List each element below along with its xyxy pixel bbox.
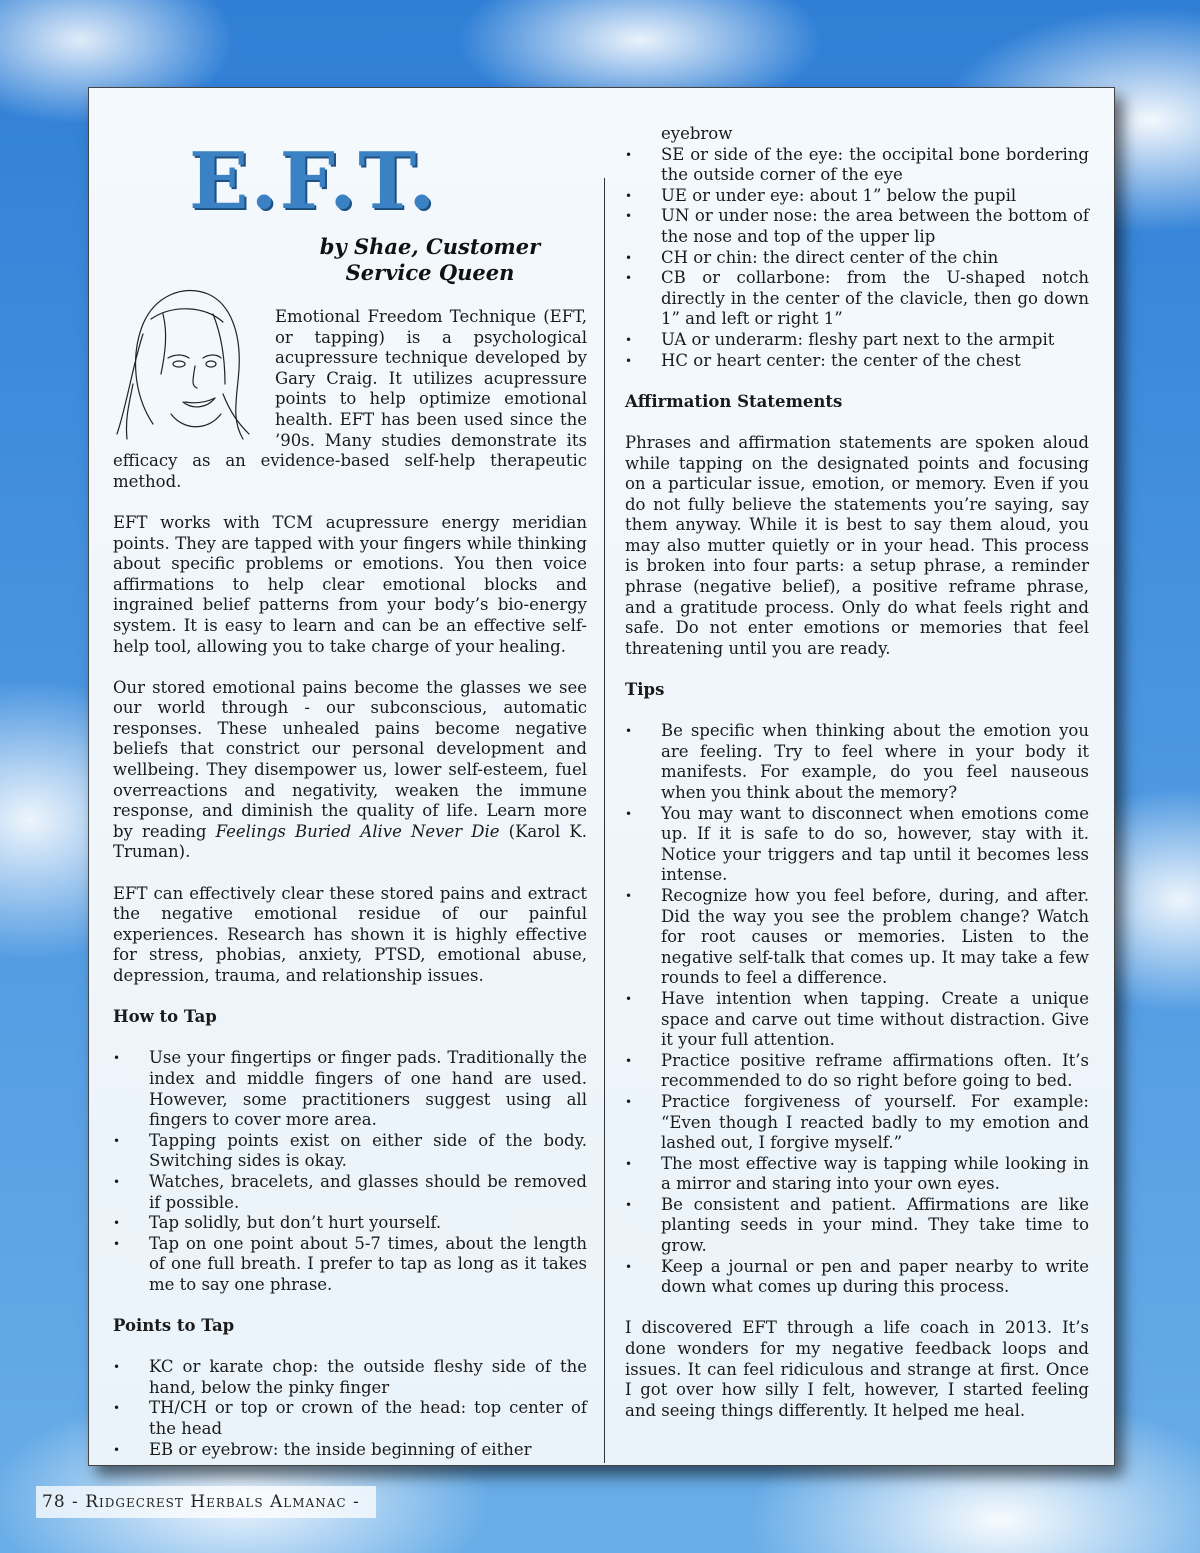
list-item: • Tap on one point about 5-7 times, about the length of one full breath. I prefer to tap as long as it takes me to say one phrase. (113, 1234, 587, 1296)
right-column (625, 124, 1089, 1442)
list-item: • Be specific when thinking about the emotion you are feeling. Try to feel where in your body it manifests. For example, do you feel nauseous when you think about the memory? (625, 721, 1089, 803)
how-to-tap-list (113, 1048, 587, 1295)
intro-paragraph: Emotional Freedom Technique (EFT, or tapping) is a psychological acupressure technique developed by Gary Craig. It utilizes acupressure points to help optimize emotional health. EFT has been used since the ’90s. Many studies demonstrate its efficacy as an evidence-based self-help therapeutic method. (113, 307, 587, 491)
list-item: • Keep a journal or pen and paper nearby to write down what comes up during this process. (625, 1257, 1089, 1298)
list-item: • HC or heart center: the center of the chest (625, 351, 1089, 372)
list-item: • CB or collarbone: from the U-shaped notch directly in the center of the clavicle, then go down 1” and left or right 1” (625, 268, 1089, 330)
paragraph-stored-pains: Our stored emotional pains become the glasses we see our world through - our subconscious, automatic responses. These unhealed pains become negative beliefs that constrict our personal development and wellbeing. They disempower us, lower self-esteem, fuel overreactions and negativity, weaken the immune response, and diminish the quality of life. Learn more by reading Feelings Buried Alive Never Die (Karol K. Truman). (113, 677, 587, 862)
tips-heading: Tips (625, 680, 665, 700)
book-title: Feelings Buried Alive Never Die (215, 821, 500, 841)
list-item: • Have intention when tapping. Create a unique space and carve out time without distraction. Give it your full attention. (625, 989, 1089, 1051)
tips-list (625, 721, 1089, 1298)
list-item: • Tap solidly, but don’t hurt yourself. (113, 1213, 587, 1234)
list-item: • SE or side of the eye: the occipital bone bordering the outside corner of the eye (625, 145, 1089, 186)
points-to-tap-list-continued (625, 145, 1089, 372)
list-item: • Practice forgiveness of yourself. For example: “Even though I reacted badly to my emotion and lashed out, I forgive myself.” (625, 1092, 1089, 1154)
points-to-tap-heading: Points to Tap (113, 1316, 235, 1336)
list-item: • Watches, bracelets, and glasses should be removed if possible. (113, 1172, 587, 1213)
page-footer (36, 1486, 376, 1518)
list-item-continuation: eyebrow (661, 124, 733, 143)
list-item: • Practice positive reframe affirmations often. It’s recommended to do so right before going to bed. (625, 1051, 1089, 1092)
list-item: • CH or chin: the direct center of the chin (625, 248, 1089, 269)
list-item: • UN or under nose: the area between the bottom of the nose and top of the upper lip (625, 206, 1089, 247)
list-item: • TH/CH or top or crown of the head: top center of the head (113, 1398, 587, 1439)
article-title: E.F.T. (189, 136, 438, 227)
list-item: • KC or karate chop: the outside fleshy side of the hand, below the pinky finger (113, 1357, 587, 1398)
points-to-tap-list (113, 1357, 587, 1460)
affirmation-paragraph: Phrases and affirmation statements are spoken aloud while tapping on the designated points and focusing on a particular issue, emotion, or memory. Even if you do not fully believe the statements you’re saying, say them anyway. While it is best to say them aloud, you may also mutter quietly or in your head. This process is broken into four parts: a setup phrase, a reminder phrase (negative belief), a positive reframe phrase, and a gratitude process. Only do what feels right and safe. Do not enter emotions or memories that feel threatening until you are ready. (625, 432, 1089, 658)
list-item: • UA or underarm: fleshy part next to the armpit (625, 330, 1089, 351)
list-item: • Recognize how you feel before, during, and after. Did the way you see the problem change? Watch for root causes or memories. Listen to the negative self-talk that comes up. It may take a few rounds to feel a difference. (625, 886, 1089, 989)
list-item: • EB or eyebrow: the inside beginning of either (113, 1440, 587, 1461)
column-divider (604, 178, 605, 1463)
closing-paragraph: I discovered EFT through a life coach in 2013. It’s done wonders for my negative feedback loops and issues. It can feel ridiculous and strange at first. Once I got over how silly I felt, however, I started feeling and seeing things differently. It helped me heal. (625, 1318, 1089, 1420)
paragraph-tcm: EFT works with TCM acupressure energy meridian points. They are tapped with your fingers while thinking about specific problems or emotions. You then voice affirmations to help clear emotional blocks and ingrained belief patterns from your body’s bio-energy system. It is easy to learn and can be an effective self-help tool, allowing you to take charge of your healing. (113, 512, 587, 656)
list-item: • The most effective way is tapping while looking in a mirror and staring into your own eyes. (625, 1154, 1089, 1195)
paragraph-effectiveness: EFT can effectively clear these stored pains and extract the negative emotional residue of our painful experiences. Research has shown it is highly effective for stress, phobias, anxiety, PTSD, emotional abuse, depression, trauma, and relationship issues. (113, 883, 587, 985)
list-item: • UE or under eye: about 1” below the pupil (625, 186, 1089, 207)
page-number: 78 (42, 1492, 66, 1512)
publication-name: - Ridgecrest Herbals Almanac - (65, 1492, 360, 1512)
list-item: • You may want to disconnect when emotions come up. If it is safe to do so, however, stay with it. Notice your triggers and tap until it becomes less intense. (625, 804, 1089, 886)
list-item: • Use your fingertips or finger pads. Traditionally the index and middle fingers of one hand are used. However, some practitioners suggest using all fingers to cover more area. (113, 1048, 587, 1130)
affirmation-heading: Affirmation Statements (625, 391, 843, 411)
article-page (88, 87, 1115, 1466)
how-to-tap-heading: How to Tap (113, 1007, 217, 1027)
list-item: • Tapping points exist on either side of the body. Switching sides is okay. (113, 1131, 587, 1172)
author-byline: by Shae, Customer Service Queen (319, 234, 541, 285)
list-item: • Be consistent and patient. Affirmations are like planting seeds in your mind. They take time to grow. (625, 1195, 1089, 1257)
